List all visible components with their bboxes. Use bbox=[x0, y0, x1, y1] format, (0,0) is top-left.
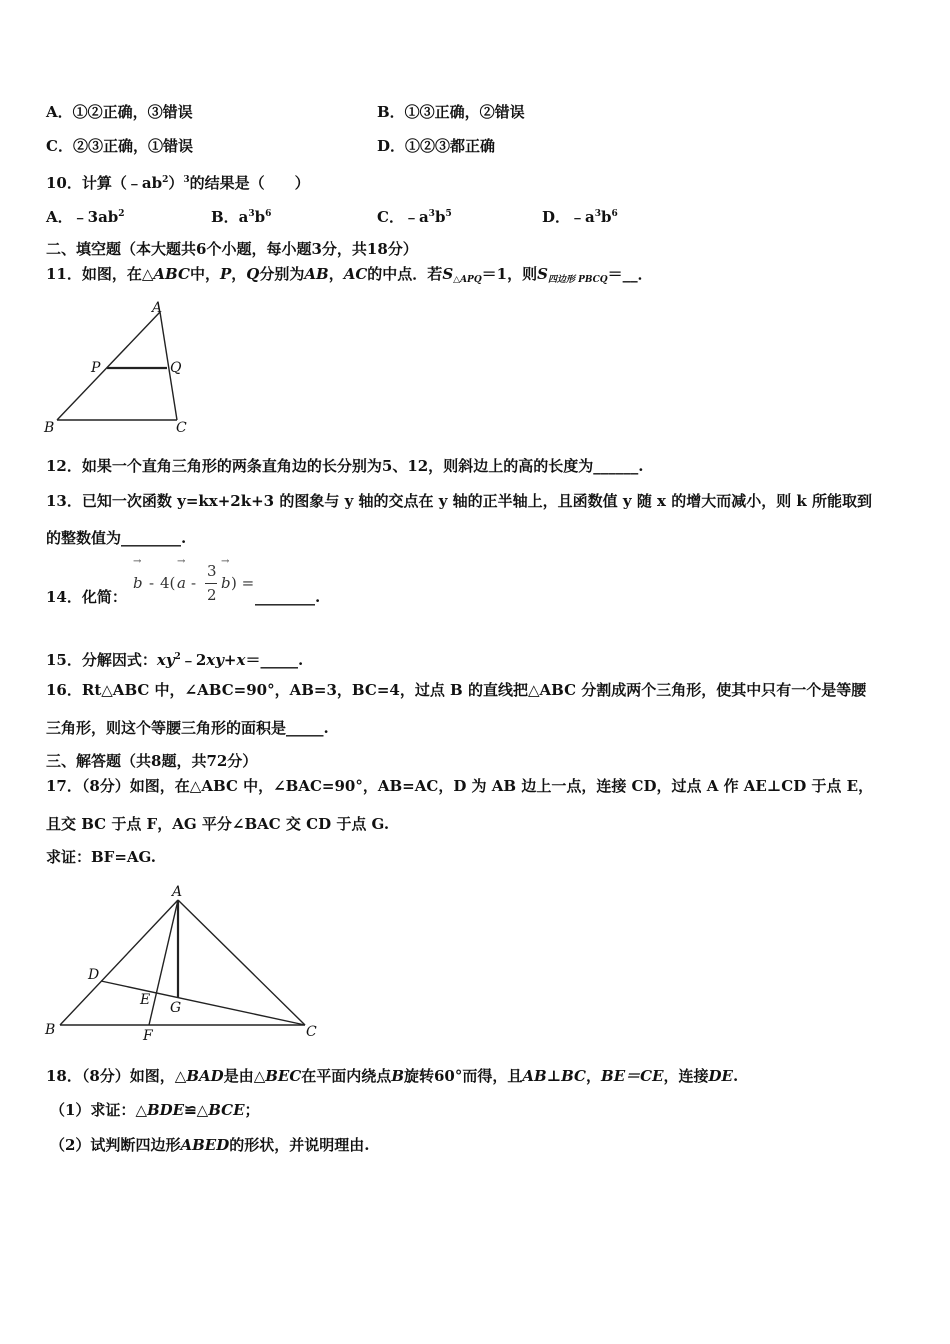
q10-option-d: D．$﹣a^3b^6$ bbox=[542, 208, 618, 226]
label-g: G bbox=[170, 1000, 182, 1016]
q13-stem-line2: 的整数值为________. bbox=[46, 529, 187, 547]
q11-triangle-figure bbox=[40, 298, 200, 438]
q14-label: 14．化简： bbox=[46, 588, 127, 606]
q16-stem-line1: 16．Rt△ABC 中，∠ABC=90°，AB=3，BC=4，过点 B 的直线把△ABC 分割成两个三角形，使其中只有一个是等腰 bbox=[46, 681, 867, 699]
q17-triangle-figure bbox=[40, 880, 330, 1048]
segment-ac bbox=[178, 900, 305, 1025]
label-q: Q bbox=[170, 360, 182, 376]
segment-ab bbox=[57, 312, 160, 420]
label-c: C bbox=[176, 420, 187, 436]
q14-fraction-denominator: 2 bbox=[207, 586, 217, 604]
label-b: B bbox=[44, 420, 55, 436]
q14-vector-b1: b bbox=[133, 574, 143, 592]
label-a: A bbox=[172, 884, 183, 900]
label-e: E bbox=[140, 992, 151, 1008]
segment-ab bbox=[60, 900, 178, 1025]
label-f: F bbox=[143, 1028, 153, 1044]
q18-stem: 18．（8分）如图，△BAD是由△BEC在平面内绕点B旋转60°而得，且AB⊥BC，BE＝CE，连接DE. bbox=[46, 1067, 739, 1085]
q10-stem: 10．计算$(﹣ab^2)^3$的结果是（ ） bbox=[46, 174, 310, 192]
label-p: P bbox=[91, 360, 101, 376]
q9-option-d: D．①②③都正确 bbox=[377, 137, 496, 155]
label-c: C bbox=[306, 1024, 317, 1040]
q10-option-b: B．$a^3b^6$ bbox=[211, 208, 272, 226]
label-d: D bbox=[88, 967, 100, 983]
q14-expression: → b - 4( → a - 3 2 → b ) = bbox=[133, 556, 255, 604]
label-b: B bbox=[45, 1022, 56, 1038]
q14-vector-a: a bbox=[177, 574, 186, 592]
q14-vector-b2: b bbox=[221, 574, 231, 592]
q17-stem-line1: 17．（8分）如图，在△ABC 中，∠BAC=90°，AB=AC，D 为 AB 边上一点，连接 CD，过点 A 作 AE⊥CD 于点 E， bbox=[46, 777, 874, 795]
q17-prove-statement: 求证：BF=AG. bbox=[46, 848, 157, 866]
section2-title: 二、填空题（本大题共6个小题，每小题3分，共18分） bbox=[46, 240, 418, 258]
q9-option-b: B．①③正确，②错误 bbox=[377, 103, 525, 121]
q16-stem-line2: 三角形，则这个等腰三角形的面积是_____. bbox=[46, 719, 329, 737]
q10-option-c: C．$﹣a^3b^5$ bbox=[377, 208, 452, 226]
q14-fraction-numerator: 3 bbox=[207, 562, 217, 580]
section3-title: 三、解答题（共8题，共72分） bbox=[46, 752, 258, 770]
segment-cd bbox=[101, 981, 305, 1025]
q11-stem: 11．如图，在△ABC中，P，Q分别为AB，AC的中点．若$S_{\triangle APQ}=1$，则$S_{四边形 PBCQ}=\_\_$． bbox=[46, 265, 653, 285]
q14-blank: ________. bbox=[255, 588, 321, 606]
q9-option-a: A．①②正确，③错误 bbox=[46, 103, 193, 121]
label-a: A bbox=[152, 300, 163, 316]
q13-stem-line1: 13．已知一次函数 y=kx+2k+3 的图象与 y 轴的交点在 y 轴的正半轴上，且函数值 y 随 x 的增大而减小，则 k 所能取到 bbox=[46, 492, 873, 510]
q15-stem: 15．分解因式：$xy^2﹣2xy+x=\_\_\_\_\_$. bbox=[46, 651, 304, 669]
q18-subquestion-2: （2）试判断四边形ABED的形状，并说明理由. bbox=[50, 1136, 370, 1154]
q9-option-c: C．②③正确，①错误 bbox=[46, 137, 193, 155]
q12-stem: 12．如果一个直角三角形的两条直角边的长分别为5、12，则斜边上的高的长度为______. bbox=[46, 457, 644, 475]
q17-stem-line2: 且交 BC 于点 F，AG 平分∠BAC 交 CD 于点 G. bbox=[46, 815, 390, 833]
q10-option-a: A．$﹣3ab^2$ bbox=[46, 208, 125, 226]
q18-subquestion-1: （1）求证：△BDE≌△BCE； bbox=[50, 1101, 260, 1119]
